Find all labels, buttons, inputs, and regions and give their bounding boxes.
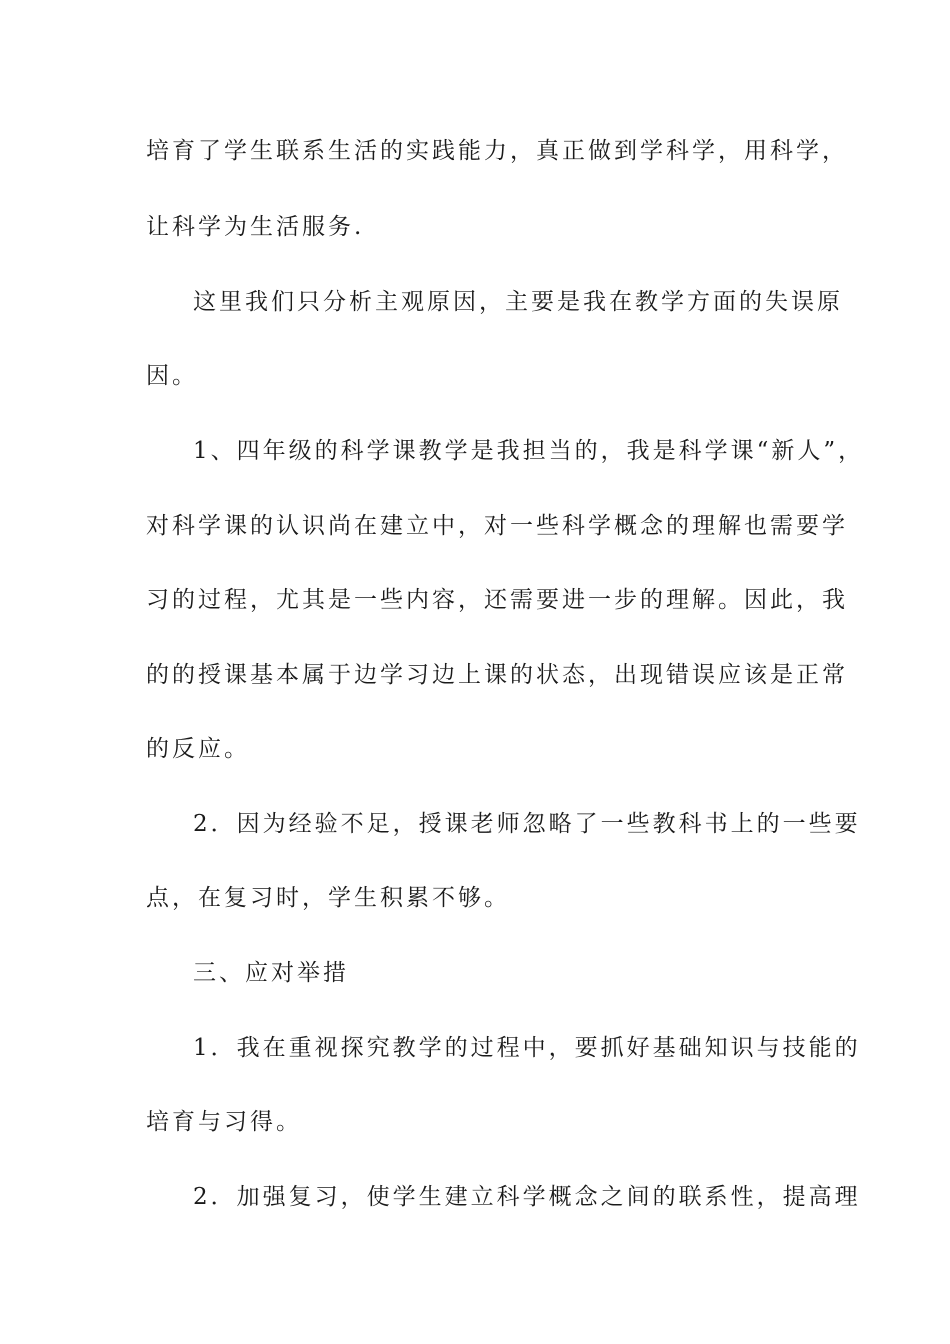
section-heading: 三、应对举措 [193, 960, 349, 986]
text-line: 2．加强复习，使学生建立科学概念之间的联系性，提高理 [193, 1184, 861, 1210]
text-line: 对科学课的认识尚在建立中，对一些科学概念的理解也需要学 [146, 513, 848, 539]
text-line: 的反应。 [146, 736, 250, 762]
text-line: 因。 [146, 363, 198, 389]
text-line: 1、四年级的科学课教学是我担当的，我是科学课“新人”， [193, 438, 865, 464]
text-line: 的的授课基本属于边学习边上课的状态，出现错误应该是正常 [146, 662, 848, 688]
text-line: 培育了学生联系生活的实践能力，真正做到学科学，用科学， [146, 138, 848, 164]
text-line: 让科学为生活服务. [146, 214, 365, 240]
text-line: 点，在复习时，学生积累不够。 [146, 885, 510, 911]
text-line: 这里我们只分析主观原因，主要是我在教学方面的失误原 [193, 289, 843, 315]
text-line: 1．我在重视探究教学的过程中，要抓好基础知识与技能的 [193, 1035, 861, 1061]
text-line: 2．因为经验不足，授课老师忽略了一些教科书上的一些要 [193, 811, 861, 837]
text-line: 习的过程，尤其是一些内容，还需要进一步的理解。因此，我 [146, 587, 848, 613]
text-line: 培育与习得。 [146, 1109, 302, 1135]
